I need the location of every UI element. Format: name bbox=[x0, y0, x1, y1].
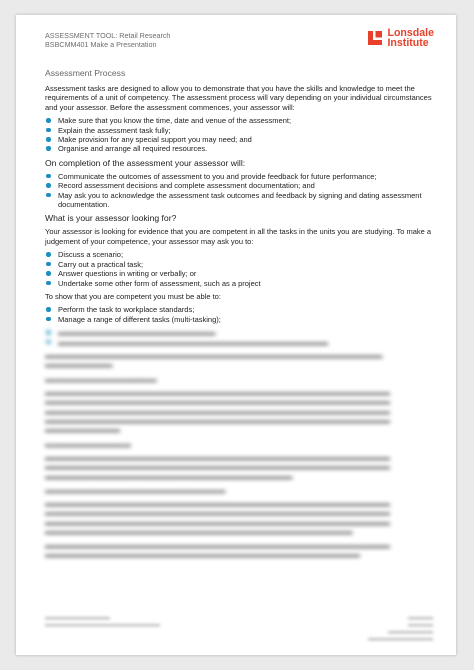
document-body bbox=[45, 68, 433, 563]
bullet-icon bbox=[46, 262, 51, 267]
header-unit-title: BSBCMM401 Make a Presentation bbox=[45, 40, 157, 50]
show-list bbox=[45, 305, 433, 324]
show-paragraph: To show that you are competent you must be able to: bbox=[45, 291, 221, 301]
blurred-list-item: ▬▬▬▬▬▬▬▬▬▬▬▬▬▬▬▬▬▬▬▬▬ bbox=[45, 328, 433, 337]
process-heading: Assessment Process bbox=[45, 68, 126, 78]
logo-line2: Institute bbox=[387, 37, 429, 49]
list-item: Organise and arrange all required resources. bbox=[45, 144, 433, 153]
document-header bbox=[45, 31, 170, 49]
blurred-list-item: ▬▬▬▬▬▬▬▬▬▬▬▬▬▬▬▬▬▬▬▬▬▬▬▬▬▬▬▬▬▬▬▬▬▬▬▬ bbox=[45, 338, 433, 347]
looking-paragraph: Your assessor is looking for evidence that you are competent in all the tasks in the units you are studying. To make a judgement of your competence, your assessor may ask you to: bbox=[45, 227, 432, 246]
document-footer: ▬▬▬▬▬▬▬▬▬▬▬▬▬ ▬▬▬▬▬▬▬▬▬▬▬▬▬▬▬▬▬▬▬▬▬▬▬ ▬▬▬▬▬ ▬▬▬▬▬ ▬▬▬▬▬▬▬▬▬ ▬▬▬▬▬▬▬▬▬▬▬▬▬ bbox=[45, 615, 433, 642]
list-item: Discuss a scenario; bbox=[45, 250, 433, 259]
intro-paragraph: Assessment tasks are designed to allow you to demonstrate that you have the skills and knowledge to meet the requirements of a unit of competency. The assessment process will vary depending on your individual circumstances and your assessor. Before the assessment commences, your assessor will: bbox=[45, 84, 432, 112]
list-item: Communicate the outcomes of assessment to you and provide feedback for future performance; bbox=[45, 172, 433, 181]
list-item: Record assessment decisions and complete assessment documentation; and bbox=[45, 181, 433, 190]
lonsdale-logo bbox=[368, 28, 434, 48]
completion-list bbox=[45, 172, 433, 210]
bullet-icon bbox=[46, 146, 51, 151]
bullet-icon bbox=[46, 307, 51, 312]
before-list bbox=[45, 116, 433, 154]
looking-list bbox=[45, 250, 433, 288]
document-page bbox=[16, 15, 456, 655]
bullet-icon bbox=[46, 118, 51, 123]
list-item: Perform the task to workplace standards; bbox=[45, 305, 433, 314]
header-tool-title: ASSESSMENT TOOL: Retail Research bbox=[45, 31, 171, 40]
bullet-icon bbox=[46, 193, 51, 198]
list-item: Manage a range of different tasks (multi-tasking); bbox=[45, 315, 433, 324]
completion-heading: On completion of the assessment your assessor will: bbox=[45, 157, 246, 168]
blurred-content: ▬▬▬▬▬▬▬▬▬▬▬▬▬▬▬▬▬▬▬▬▬ ▬▬▬▬▬▬▬▬▬▬▬▬▬▬▬▬▬▬▬▬▬▬▬▬▬▬▬▬▬▬▬▬▬▬▬▬ ▬▬▬▬▬▬▬▬▬▬▬▬▬▬▬▬▬▬▬▬▬▬▬▬▬▬▬▬▬▬▬▬▬▬▬▬▬▬▬▬▬▬▬▬▬ ▬▬▬▬▬▬▬▬▬ ▬▬▬▬▬▬▬▬▬▬▬▬▬ ▬▬▬▬▬▬▬▬▬▬▬▬▬▬▬▬▬▬▬▬▬▬▬▬▬▬▬▬▬▬▬▬▬▬▬▬▬▬▬▬▬▬▬▬▬▬ ▬▬▬▬▬▬▬▬▬▬▬▬▬▬▬▬▬▬▬▬▬▬▬▬▬▬▬▬▬▬▬▬▬▬▬▬▬▬▬▬▬▬▬▬▬▬ ▬▬▬▬▬▬▬▬▬▬▬▬▬▬▬▬▬▬▬▬▬▬▬▬▬▬▬▬▬▬▬▬▬▬▬▬▬▬▬▬▬▬▬▬▬▬ ▬▬▬▬▬▬▬▬▬▬▬▬▬▬▬▬▬▬▬▬▬▬▬▬▬▬▬▬▬▬▬▬▬▬▬▬▬▬▬▬▬▬▬▬▬▬ ▬▬▬▬▬▬▬▬▬▬ ▬▬▬▬▬▬▬▬▬▬ ▬▬▬▬▬▬▬▬▬▬▬▬▬▬▬▬▬▬▬▬▬▬▬▬▬▬▬▬▬▬▬▬▬▬▬▬▬▬▬▬▬▬▬▬▬▬ ▬▬▬▬▬▬▬▬▬▬▬▬▬▬▬▬▬▬▬▬▬▬▬▬▬▬▬▬▬▬▬▬▬▬▬▬▬▬▬▬▬▬▬▬▬▬ ▬▬▬▬▬▬▬▬▬▬▬▬▬▬▬▬▬▬▬▬▬▬▬▬▬▬▬▬▬▬▬▬▬ ▬▬▬▬▬▬▬▬▬▬▬▬▬▬▬▬▬▬▬▬▬ ▬▬▬▬▬▬▬▬▬▬▬▬▬▬▬▬▬▬▬▬▬▬▬▬▬▬▬▬▬▬▬▬▬▬▬▬▬▬▬▬▬▬▬▬▬▬ ▬▬▬▬▬▬▬▬▬▬▬▬▬▬▬▬▬▬▬▬▬▬▬▬▬▬▬▬▬▬▬▬▬▬▬▬▬▬▬▬▬▬▬▬▬▬ ▬▬▬▬▬▬▬▬▬▬▬▬▬▬▬▬▬▬▬▬▬▬▬▬▬▬▬▬▬▬▬▬▬▬▬▬▬▬▬▬▬▬▬▬▬▬ ▬▬▬▬▬▬▬▬▬▬▬▬▬▬▬▬▬▬▬▬▬▬▬▬▬▬▬▬▬▬▬▬▬▬▬▬▬▬▬▬▬ ▬▬▬▬▬▬▬▬▬▬▬▬▬▬▬▬▬▬▬▬▬▬▬▬▬▬▬▬▬▬▬▬▬▬▬▬▬▬▬▬▬▬▬▬▬▬ ▬▬▬▬▬▬▬▬▬▬▬▬▬▬▬▬▬▬▬▬▬▬▬▬▬▬▬▬▬▬▬▬▬▬▬▬▬▬▬▬▬▬ bbox=[45, 328, 433, 559]
looking-heading: What is your assessor looking for? bbox=[45, 213, 177, 224]
bullet-icon bbox=[46, 137, 51, 142]
lonsdale-logo-mark-icon bbox=[368, 31, 382, 45]
bullet-icon bbox=[46, 317, 51, 322]
list-item: May ask you to acknowledge the assessment task outcomes and feedback by signing and dating assessment documentation. bbox=[45, 191, 433, 210]
list-item: Undertake some other form of assessment, such as a project bbox=[45, 279, 433, 288]
bullet-icon bbox=[46, 174, 51, 179]
list-item: Explain the assessment task fully; bbox=[45, 126, 433, 135]
bullet-icon bbox=[46, 128, 51, 133]
bullet-icon bbox=[46, 271, 51, 276]
logo-line1: Lonsdale bbox=[387, 27, 434, 39]
bullet-icon bbox=[46, 183, 51, 188]
bullet-icon bbox=[46, 281, 51, 286]
list-item: Carry out a practical task; bbox=[45, 260, 433, 269]
list-item: Make provision for any special support you may need; and bbox=[45, 135, 433, 144]
list-item: Make sure that you know the time, date and venue of the assessment; bbox=[45, 116, 433, 125]
bullet-icon bbox=[46, 252, 51, 257]
list-item: Answer questions in writing or verbally; or bbox=[45, 269, 433, 278]
